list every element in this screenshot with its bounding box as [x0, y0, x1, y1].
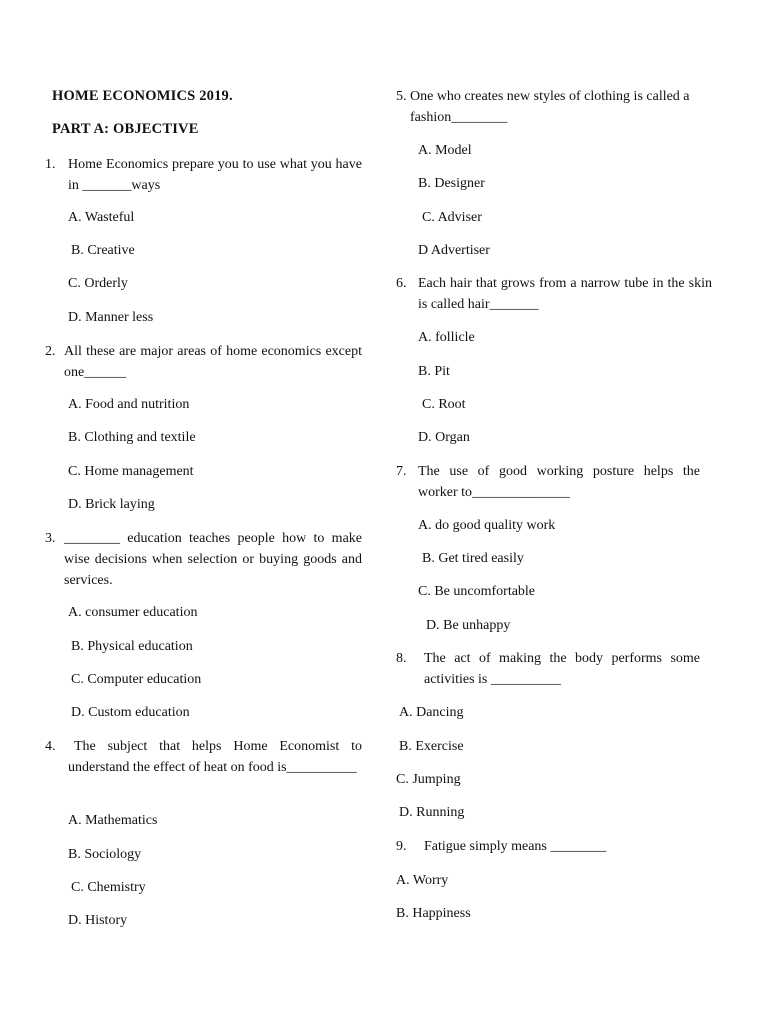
question-text: Home Economics prepare you to use what you have in _______ways: [68, 157, 362, 193]
option-a: A. follicle: [418, 330, 475, 345]
option-b: B. Sociology: [68, 847, 142, 862]
option-c: C. Orderly: [68, 276, 128, 291]
option-c: C. Computer education: [71, 672, 202, 687]
option-d: D. Be unhappy: [426, 618, 511, 633]
option-a: A. Model: [418, 143, 472, 158]
option-a: A. Wasteful: [68, 210, 135, 225]
option-b: B. Get tired easily: [422, 551, 524, 566]
question-number: 5.: [396, 89, 407, 104]
option-b: B. Happiness: [396, 906, 471, 921]
option-c: C. Root: [422, 397, 466, 412]
question-text-content: One who creates new styles of clothing is called a fashion________: [410, 89, 690, 125]
question-number: 6.: [396, 276, 407, 291]
question-number: 7.: [396, 464, 407, 479]
option-b: B. Exercise: [399, 739, 464, 754]
option-b: B. Pit: [418, 364, 450, 379]
question-number: 1.: [45, 157, 56, 172]
option-d: D. Running: [399, 805, 465, 820]
option-c: C. Home management: [68, 464, 194, 479]
question-number: 3.: [45, 531, 56, 546]
question-text: All these are major areas of home economics except one______: [64, 344, 362, 380]
option-b: B. Creative: [71, 243, 135, 258]
question-number: 9.: [396, 839, 407, 854]
question-text: ________ education teaches people how to make wise decisions when selection or buying goods and services.: [64, 531, 362, 588]
question-number: 4.: [45, 739, 56, 754]
document-title: HOME ECONOMICS 2019.: [52, 88, 233, 104]
option-a: A. Mathematics: [68, 813, 158, 828]
option-d: D. Custom education: [71, 705, 190, 720]
option-b: B. Physical education: [71, 639, 193, 654]
question-text: The act of making the body performs some activities is __________: [424, 651, 700, 687]
question-number: 2.: [45, 344, 56, 359]
question-text: The use of good working posture helps the worker to______________: [418, 464, 700, 500]
option-c: C. Adviser: [422, 210, 482, 225]
option-a: A. Worry: [396, 873, 449, 888]
option-c: C. Chemistry: [71, 880, 146, 895]
option-a: A. consumer education: [68, 605, 198, 620]
option-d: D. History: [68, 913, 128, 928]
option-a: A. Food and nutrition: [68, 397, 190, 412]
section-heading: PART A: OBJECTIVE: [52, 121, 199, 137]
option-d: D. Organ: [418, 430, 470, 445]
question-text: Fatigue simply means ________: [424, 839, 607, 854]
option-a: A. do good quality work: [418, 518, 556, 533]
option-c: C. Jumping: [396, 772, 461, 787]
question-number: 8.: [396, 651, 407, 666]
option-d: D. Brick laying: [68, 497, 155, 512]
option-b: B. Clothing and textile: [68, 430, 196, 445]
option-d: D Advertiser: [418, 243, 490, 258]
question-text: The subject that helps Home Economist to understand the effect of heat on food is__________: [68, 739, 362, 775]
option-c: C. Be uncomfortable: [418, 584, 536, 599]
option-b: B. Designer: [418, 176, 485, 191]
question-text: [410, 86, 716, 128]
option-d: D. Manner less: [68, 310, 154, 325]
question-text: Each hair that grows from a narrow tube in the skin is called hair_______: [418, 276, 712, 312]
option-a: A. Dancing: [399, 705, 464, 720]
